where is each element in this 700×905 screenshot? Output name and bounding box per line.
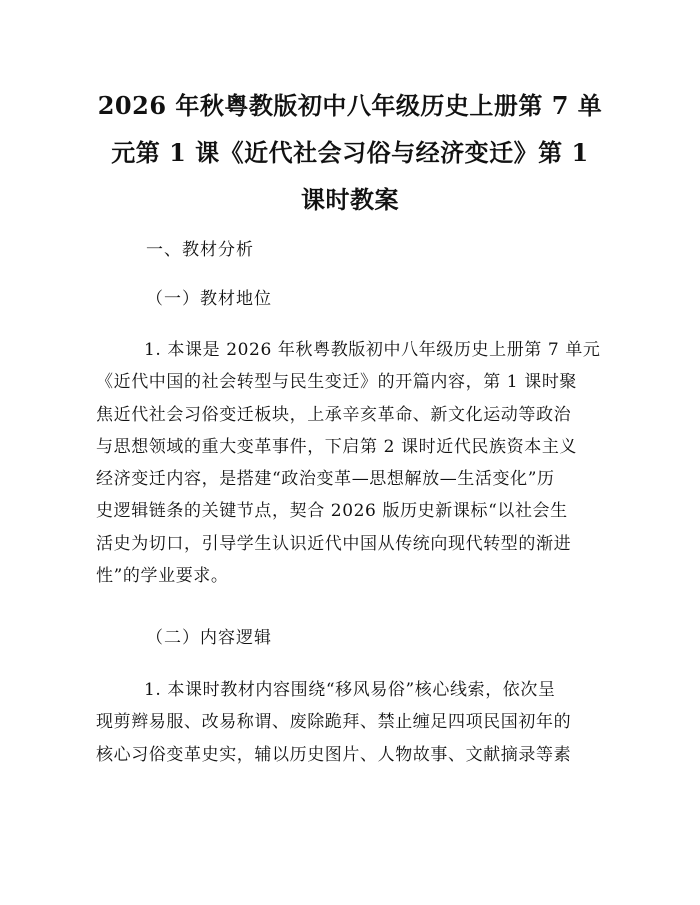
- section-heading: 一、教材分析: [146, 240, 254, 260]
- document-title: [92, 82, 608, 223]
- paragraph-logic: [96, 674, 608, 771]
- paragraph-line: 史逻辑链条的关键节点，契合 2026 版历史新课标“以社会生: [96, 501, 568, 522]
- paragraph-line: 性”的学业要求。: [96, 566, 229, 587]
- paragraph-line: 1. 本课是 2026 年秋粤教版初中八年级历史上册第 7 单元: [144, 340, 601, 360]
- paragraph-line: 现剪辫易服、改易称谓、废除跪拜、禁止缠足四项民国初年的: [96, 712, 572, 733]
- paragraph-line: 活史为切口，引导学生认识近代中国从传统向现代转型的渐进: [96, 533, 572, 554]
- paragraph-line: 焦近代社会习俗变迁板块，上承辛亥革命、新文化运动等政治: [96, 404, 572, 425]
- paragraph-line: 《近代中国的社会转型与民生变迁》的开篇内容，第 1 课时聚: [96, 372, 578, 393]
- title-line: 2026 年秋粤教版初中八年级历史上册第 7 单: [97, 91, 603, 120]
- paragraph-line: 核心习俗变革史实，辅以历史图片、人物故事、文献摘录等素: [96, 744, 572, 765]
- sub-heading-position: （一）教材地位: [146, 289, 272, 309]
- paragraph-line: 与思想领域的重大变革事件，下启第 2 课时近代民族资本主义: [96, 436, 578, 457]
- title-line: 课时教案: [301, 185, 399, 214]
- sub-heading-logic: （二）内容逻辑: [146, 628, 272, 648]
- title-line: 元第 1 课《近代社会习俗与经济变迁》第 1: [111, 138, 589, 167]
- paragraph-position: [96, 334, 608, 592]
- paragraph-line: 1. 本课时教材内容围绕“移风易俗”核心线索，依次呈: [144, 680, 556, 700]
- paragraph-line: 经济变迁内容，是搭建“政治变革—思想解放—生活变化”历: [96, 469, 555, 490]
